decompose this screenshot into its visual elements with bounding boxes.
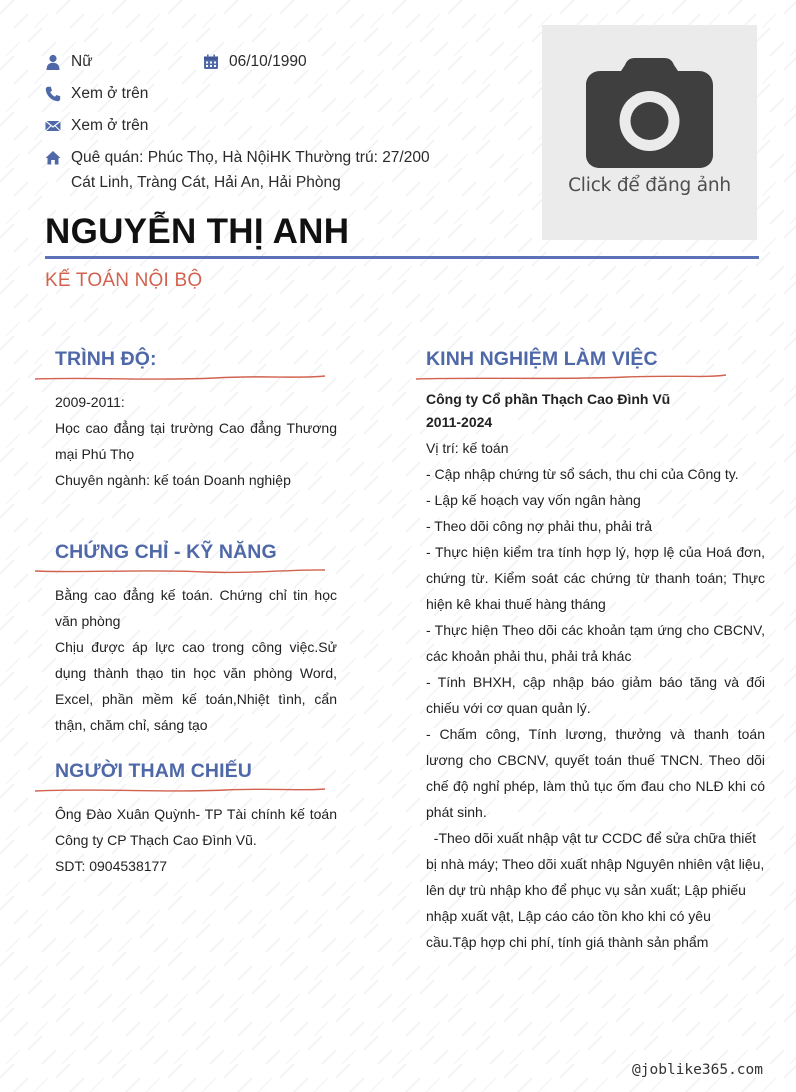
duty-item: - Lập kế hoạch vay vốn ngân hàng bbox=[426, 492, 641, 508]
job-title: KẾ TOÁN NỘI BỘ bbox=[45, 270, 203, 291]
duty-item: - Tính BHXH, cập nhập báo giảm báo tăng và đối chiếu với cơ quan quản lý. bbox=[426, 674, 765, 716]
reference-line: Ông Đào Xuân Quỳnh- TP Tài chính kế toán Công ty CP Thạch Cao Đình Vũ. bbox=[55, 806, 337, 848]
duty-item: -Theo dõi xuất nhập vật tư CCDC để sửa chữa thiết bị nhà máy; Theo dõi xuất nhập Nguyên nhiên vật liệu, lên dự trù nhập kho để phục vụ sản xuất; Lập phiếu nhập xuất vật, Lập cáo cáo tồn kho khi có yêu cầu.Tập hợp chi phí, tính giá thành sản phẩm bbox=[426, 830, 769, 950]
reference-heading: NGƯỜI THAM CHIẾU bbox=[55, 760, 252, 782]
reference-line: SDT: 0904538177 bbox=[55, 858, 168, 874]
gender-value: Nữ bbox=[71, 53, 93, 70]
gender-row bbox=[45, 50, 93, 74]
company-name: Công ty Cổ phần Thạch Cao Đình Vũ bbox=[426, 391, 671, 407]
address-line-2: Cát Linh, Tràng Cát, Hải An, Hải Phòng bbox=[71, 173, 341, 191]
skills-content bbox=[55, 582, 337, 738]
duty-item: - Theo dõi công nợ phải thu, phải trả bbox=[426, 518, 653, 534]
address-line-1: Quê quán: Phúc Thọ, Hà NộiHK Thường trú: 27/200 bbox=[71, 149, 430, 166]
education-line: 2009-2011: bbox=[55, 394, 125, 410]
address-row bbox=[45, 146, 445, 195]
experience-content bbox=[426, 435, 769, 955]
camera-icon bbox=[585, 57, 714, 169]
person-icon bbox=[45, 54, 61, 70]
duty-item: - Thực hiện kiểm tra tính hợp lý, hợp lệ của Hoá đơn, chứng từ. Kiểm soát các chứng từ thanh toán; Thực hiện kê khai thuế hàng tháng bbox=[426, 544, 765, 612]
envelope-icon bbox=[45, 118, 61, 134]
skills-line: Chịu được áp lực cao trong công việc.Sử dụng thành thạo tin học văn phòng Word, Excel, phần mềm kế toán,Nhiệt tình, cẩn thận, chăm chỉ, sáng tạo bbox=[55, 639, 337, 733]
education-content bbox=[55, 389, 337, 493]
watermark: @joblike365.com bbox=[632, 1062, 763, 1078]
home-icon bbox=[45, 150, 61, 166]
dob-row bbox=[203, 50, 307, 74]
address-text bbox=[71, 146, 430, 195]
reference-underline bbox=[35, 784, 327, 794]
phone-row bbox=[45, 82, 148, 106]
reference-content bbox=[55, 801, 337, 879]
experience-heading: KINH NGHIỆM LÀM VIỆC bbox=[426, 348, 658, 370]
skills-heading: CHỨNG CHỈ - KỸ NĂNG bbox=[55, 541, 277, 563]
name-divider bbox=[45, 256, 759, 259]
email-value: Xem ở trên bbox=[71, 117, 149, 134]
calendar-icon bbox=[203, 54, 219, 70]
education-heading: TRÌNH ĐỘ: bbox=[55, 348, 157, 370]
experience-underline bbox=[416, 371, 728, 381]
education-underline bbox=[35, 372, 327, 382]
phone-value: Xem ở trên bbox=[71, 85, 149, 102]
position-line: Vị trí: kế toán bbox=[426, 440, 509, 456]
education-line: Học cao đẳng tại trường Cao đẳng Thương mại Phú Thọ bbox=[55, 420, 337, 462]
duty-item: - Chấm công, Tính lương, thưởng và thanh toán lương cho CBCNV, quyết toán thuế TNCN. Theo dõi chế độ nghỉ phép, làm thủ tục ốm đau cho NLĐ khi có phát sinh. bbox=[426, 726, 765, 820]
candidate-name: NGUYỄN THỊ ANH bbox=[45, 212, 350, 251]
skills-underline bbox=[35, 565, 327, 575]
experience-header bbox=[426, 388, 765, 434]
phone-icon bbox=[45, 86, 61, 102]
photo-upload-button[interactable] bbox=[542, 25, 757, 240]
skills-line: Bằng cao đẳng kế toán. Chứng chỉ tin học văn phòng bbox=[55, 587, 337, 629]
photo-caption: Click để đăng ảnh bbox=[568, 175, 731, 196]
duty-item: - Cập nhập chứng từ sổ sách, thu chi của Công ty. bbox=[426, 466, 739, 482]
email-row bbox=[45, 114, 148, 138]
education-line: Chuyên ngành: kế toán Doanh nghiệp bbox=[55, 472, 291, 488]
dob-value: 06/10/1990 bbox=[229, 53, 307, 70]
work-period: 2011-2024 bbox=[426, 414, 493, 430]
duty-item: - Thực hiện Theo dõi các khoản tạm ứng cho CBCNV, các khoản phải thu, phải trả khác bbox=[426, 622, 765, 664]
